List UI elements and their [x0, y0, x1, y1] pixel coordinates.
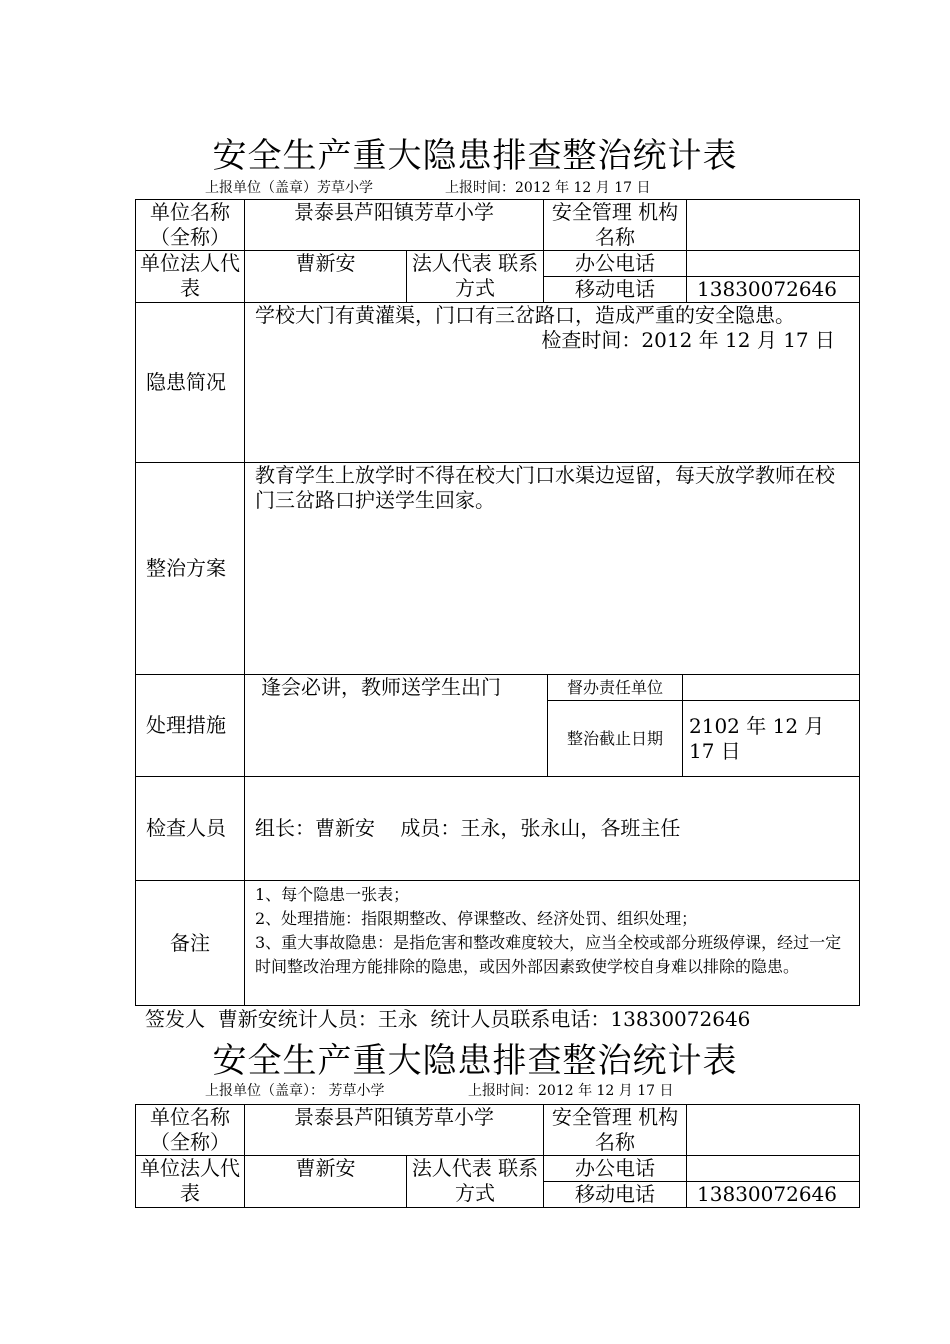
legal-rep-value-2: 曹新安 — [245, 1156, 407, 1208]
deadline-label: 整治截止日期 — [548, 701, 683, 777]
legal-contact-label-2: 法人代表 联系方式 — [407, 1156, 544, 1208]
unit-name-label-2: 单位名称（全称） — [136, 1105, 245, 1156]
unit-name-value: 景泰县芦阳镇芳草小学 — [245, 200, 544, 251]
unit-name-value-2: 景泰县芦阳镇芳草小学 — [245, 1105, 544, 1156]
remark-label: 备注 — [136, 881, 245, 1006]
hazard-cell — [245, 303, 860, 463]
doc2-table — [135, 1104, 860, 1208]
doc2-title: 安全生产重大隐患排查整治统计表 — [212, 1041, 738, 1081]
office-phone-label-2: 办公电话 — [544, 1156, 687, 1182]
doc2-report-time: 上报时间：2012 年 12 月 17 日 — [468, 1083, 674, 1099]
remark-3: 3、重大事故隐患：是指危害和整改难度较大，应当全校或部分班级停课，经过一定时间整改治理方能排除的隐患，或因外部因素致使学校自身难以排除的隐患。 — [255, 933, 842, 976]
remark-1: 1、每个隐患一张表； — [255, 885, 410, 904]
measure-label: 处理措施 — [136, 675, 245, 777]
doc1-table — [135, 199, 860, 1006]
hazard-text: 学校大门有黄灌渠，门口有三岔路口，造成严重的安全隐患。 — [255, 303, 795, 327]
doc1-report-unit: 上报单位（盖章）芳草小学 — [205, 180, 373, 196]
legal-rep-value: 曹新安 — [245, 251, 407, 303]
safety-org-value-2 — [687, 1105, 860, 1156]
doc2-report-unit: 上报单位（盖章）： 芳草小学 — [205, 1083, 385, 1099]
safety-org-label-2: 安全管理 机构名称 — [544, 1105, 687, 1156]
office-phone-label: 办公电话 — [544, 251, 687, 277]
supervise-label: 督办责任单位 — [548, 675, 683, 701]
doc1-report-time: 上报时间：2012 年 12 月 17 日 — [445, 180, 651, 196]
mobile-label-2: 移动电话 — [544, 1182, 687, 1208]
plan-text: 教育学生上放学时不得在校大门口水渠边逗留，每天放学教师在校门三岔路口护送学生回家。 — [245, 463, 860, 675]
safety-org-label: 安全管理 机构名称 — [544, 200, 687, 251]
mobile-value-2: 13830072646 — [687, 1182, 860, 1208]
doc1-footer: 签发人 曹新安统计人员：王永 统计人员联系电话：13830072646 — [145, 1007, 751, 1031]
legal-contact-label: 法人代表 联系方式 — [407, 251, 544, 303]
plan-label: 整治方案 — [136, 463, 245, 675]
inspectors-value: 组长：曹新安 成员：王永，张永山，各班主任 — [245, 777, 860, 881]
check-time: 检查时间：2012 年 12 月 17 日 — [541, 328, 836, 352]
safety-org-value — [687, 200, 860, 251]
remarks-cell — [245, 881, 860, 1006]
inspector-label: 检查人员 — [136, 777, 245, 881]
unit-name-label: 单位名称（全称） — [136, 200, 245, 251]
legal-rep-label-2: 单位法人代表 — [136, 1156, 245, 1208]
mobile-label: 移动电话 — [544, 277, 687, 303]
remark-2: 2、处理措施：指限期整改、停课整改、经济处罚、组织处理； — [255, 909, 698, 928]
legal-rep-label: 单位法人代表 — [136, 251, 245, 303]
supervise-value — [683, 675, 860, 701]
office-phone-value-2 — [687, 1156, 860, 1182]
mobile-value: 13830072646 — [687, 277, 860, 303]
measure-text: 逢会必讲，教师送学生出门 — [245, 675, 548, 777]
deadline-value: 2102 年 12 月 17 日 — [683, 701, 860, 777]
hazard-label: 隐患简况 — [136, 303, 245, 463]
office-phone-value — [687, 251, 860, 277]
doc1-title: 安全生产重大隐患排查整治统计表 — [212, 136, 738, 176]
